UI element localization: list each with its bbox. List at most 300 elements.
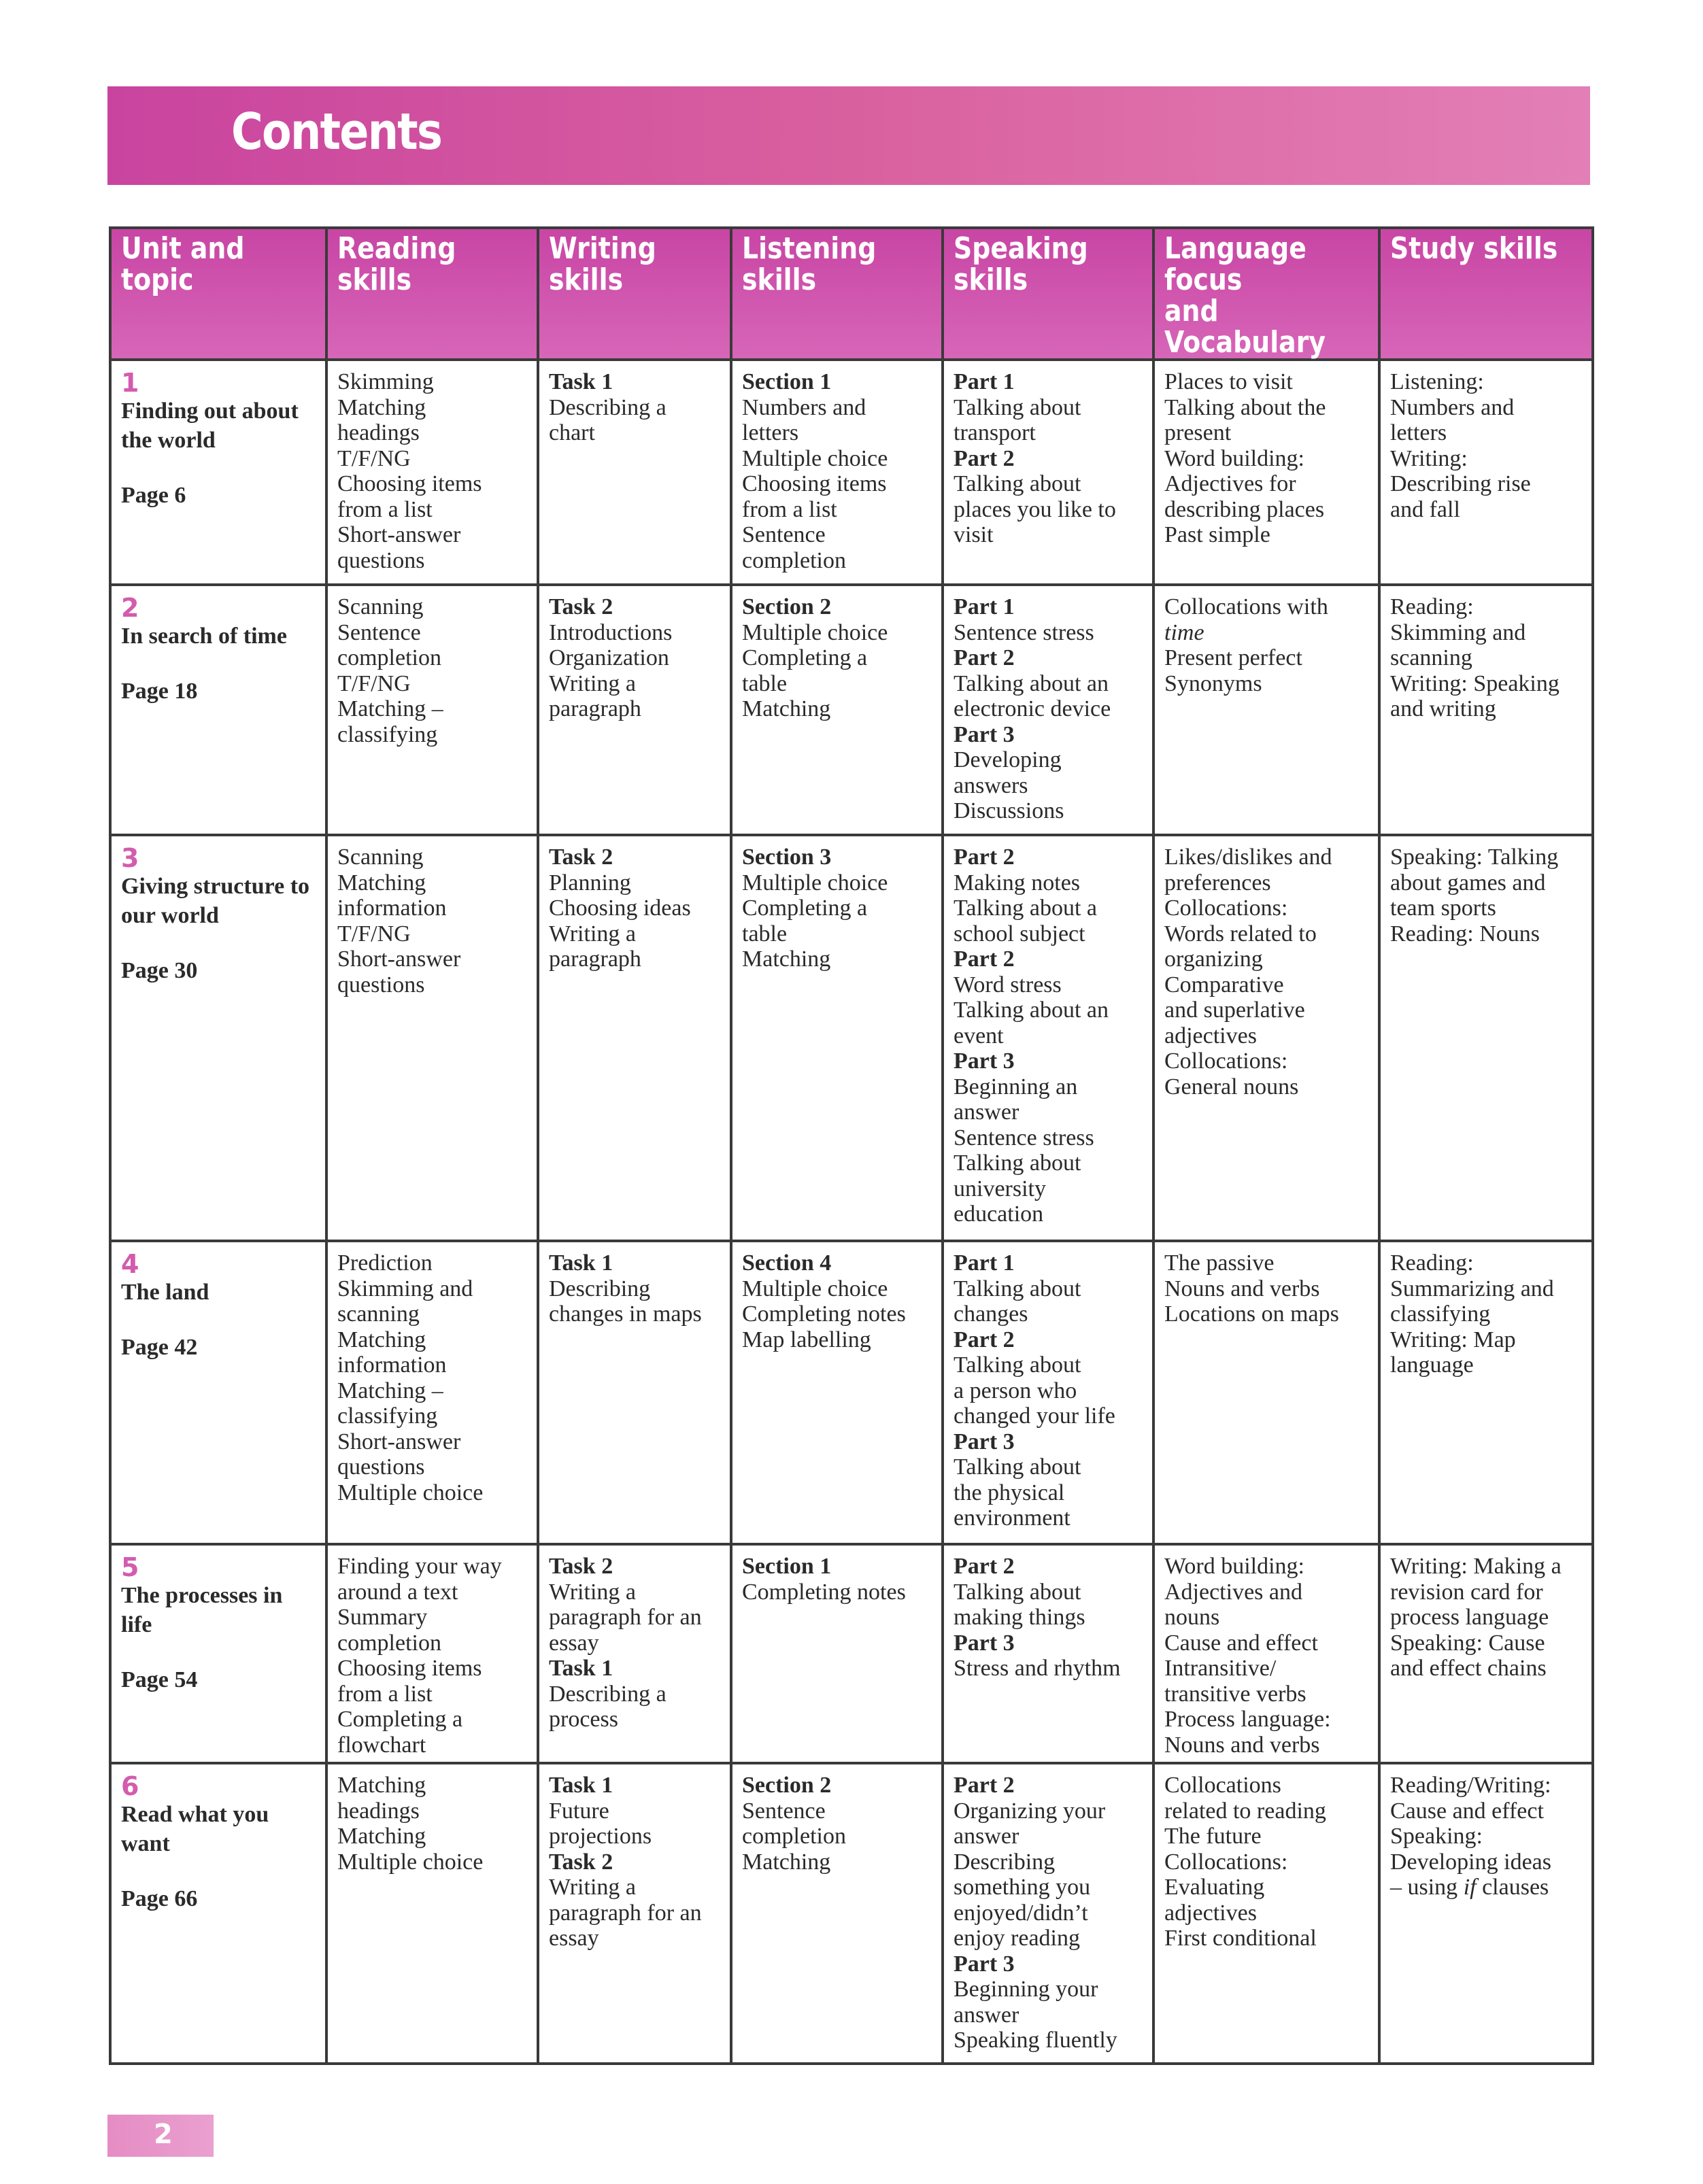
cell-line-wrap bbox=[1164, 1631, 1371, 1656]
cell-line: Short-answer bbox=[337, 946, 461, 972]
cell-line: Talking about bbox=[954, 1150, 1081, 1176]
cell-line: Talking about a bbox=[954, 895, 1098, 921]
header-label: Listening skills bbox=[742, 231, 877, 297]
cell-line-wrap bbox=[1164, 1798, 1371, 1824]
cell-line: Section 3 bbox=[742, 844, 832, 870]
cell-line: Describing a bbox=[549, 1681, 667, 1707]
cell-line-wrap bbox=[742, 497, 934, 523]
cell-line: Organizing your bbox=[954, 1798, 1106, 1824]
cell-line: answers bbox=[954, 772, 1028, 798]
cell-line: if bbox=[1463, 1875, 1477, 1900]
cell-line: Developing ideas bbox=[1390, 1849, 1551, 1875]
cell-line: Section 1 bbox=[742, 369, 832, 394]
cell-line-wrap bbox=[549, 645, 723, 671]
cell-line: Matching – bbox=[337, 1378, 443, 1403]
cell-line-wrap bbox=[549, 1849, 723, 1875]
cell-line: Talking about bbox=[954, 1454, 1081, 1480]
cell-line: time bbox=[1164, 619, 1204, 645]
speaking-cell bbox=[943, 585, 1153, 835]
cell-line-wrap bbox=[1390, 696, 1585, 722]
cell-line-wrap bbox=[742, 522, 934, 548]
cell-line: a person who bbox=[954, 1378, 1077, 1403]
cell-line-wrap bbox=[1164, 1301, 1371, 1327]
cell-line: adjectives bbox=[1164, 1023, 1257, 1048]
cell-line: and superlative bbox=[1164, 997, 1305, 1023]
cell-line-wrap bbox=[954, 1378, 1145, 1404]
cell-line: scanning bbox=[1390, 645, 1472, 670]
cell-line-wrap bbox=[549, 1682, 723, 1707]
cell-line: Talking about bbox=[954, 1276, 1081, 1301]
cell-line-wrap bbox=[549, 395, 723, 421]
cell-line-wrap bbox=[337, 1554, 530, 1580]
cell-line: Summary bbox=[337, 1605, 428, 1630]
cell-line-wrap bbox=[1164, 1849, 1371, 1875]
cell-line: Part 2 bbox=[954, 1773, 1015, 1798]
cell-line: paragraph for an bbox=[549, 1605, 702, 1630]
cell-line-wrap bbox=[954, 1250, 1145, 1276]
cell-line: Planning bbox=[549, 870, 631, 895]
cell-line-wrap bbox=[337, 1327, 530, 1353]
cell-line-wrap bbox=[1164, 1074, 1371, 1100]
cell-line-wrap bbox=[337, 1352, 530, 1378]
header-label: Unit and topic bbox=[121, 231, 245, 297]
cell-line: present bbox=[1164, 420, 1232, 445]
cell-line: education bbox=[954, 1201, 1044, 1227]
cell-line-wrap bbox=[337, 1378, 530, 1404]
cell-line-wrap bbox=[549, 620, 723, 646]
header-cell bbox=[110, 228, 326, 360]
cell-line: Cause and effect bbox=[1164, 1630, 1318, 1656]
cell-line: information bbox=[337, 1352, 447, 1378]
cell-line-wrap bbox=[1164, 471, 1371, 497]
cell-line: table bbox=[742, 921, 788, 946]
cell-line: from a list bbox=[742, 496, 837, 522]
cell-line-wrap bbox=[337, 1605, 530, 1631]
unit-number: 2 bbox=[121, 593, 139, 623]
cell-line: Part 3 bbox=[954, 1630, 1015, 1656]
unit-number: 6 bbox=[121, 1771, 139, 1801]
cell-line: information bbox=[337, 895, 447, 921]
cell-line-wrap bbox=[742, 369, 934, 395]
cell-line-wrap bbox=[337, 1403, 530, 1429]
unit-page: Page 6 bbox=[121, 483, 186, 508]
cell-line: Matching bbox=[337, 394, 426, 420]
cell-line-wrap bbox=[1164, 1682, 1371, 1707]
speaking-cell bbox=[943, 1763, 1153, 2064]
cell-line-wrap bbox=[549, 1250, 723, 1276]
cell-line-wrap bbox=[337, 645, 530, 671]
cell-line-wrap bbox=[549, 1707, 723, 1733]
cell-line: Prediction bbox=[337, 1250, 433, 1276]
cell-line: Section 4 bbox=[742, 1250, 832, 1276]
cell-line: changes in maps bbox=[549, 1301, 702, 1327]
unit-number: 3 bbox=[121, 843, 139, 873]
cell-line-wrap bbox=[337, 395, 530, 421]
cell-line-wrap bbox=[549, 1875, 723, 1900]
cell-line: Making notes bbox=[954, 870, 1081, 895]
cell-line-wrap bbox=[337, 671, 530, 697]
cell-line: Describing bbox=[549, 1276, 651, 1301]
cell-line: First conditional bbox=[1164, 1926, 1317, 1951]
cell-line-wrap bbox=[1390, 1605, 1585, 1631]
cell-line-wrap bbox=[1390, 870, 1585, 896]
cell-line-wrap bbox=[1164, 1773, 1371, 1798]
cell-line: Part 2 bbox=[954, 844, 1015, 870]
cell-line-wrap bbox=[337, 1429, 530, 1455]
cell-line: Multiple choice bbox=[742, 1276, 888, 1301]
cell-line: essay bbox=[549, 1926, 599, 1951]
cell-line-wrap bbox=[954, 671, 1145, 697]
cell-line-wrap bbox=[954, 1773, 1145, 1798]
header-label: Writing skills bbox=[549, 231, 656, 297]
cell-line-wrap bbox=[742, 1327, 934, 1353]
cell-line: visit bbox=[954, 522, 994, 547]
cell-line-wrap bbox=[1390, 497, 1585, 523]
page-number-tab bbox=[107, 2115, 214, 2157]
cell-line: Part 1 bbox=[954, 594, 1015, 619]
writing-cell bbox=[538, 360, 731, 585]
cell-line-wrap bbox=[954, 1023, 1145, 1049]
unit-number: 5 bbox=[121, 1552, 139, 1582]
cell-line-wrap bbox=[742, 395, 934, 421]
cell-line: Multiple choice bbox=[742, 870, 888, 895]
cell-line-wrap bbox=[549, 671, 723, 697]
cell-line: Section 2 bbox=[742, 1773, 832, 1798]
cell-line-wrap bbox=[337, 1580, 530, 1605]
study-cell bbox=[1379, 585, 1593, 835]
cell-line-wrap bbox=[549, 844, 723, 870]
cell-line-wrap bbox=[1164, 497, 1371, 523]
cell-line: Sentence bbox=[742, 522, 826, 547]
cell-line: Completing a bbox=[742, 895, 868, 921]
cell-line: Part 2 bbox=[954, 1327, 1015, 1352]
cell-line: completion bbox=[337, 1630, 441, 1656]
cell-line: electronic device bbox=[954, 696, 1111, 721]
speaking-cell bbox=[943, 1241, 1153, 1544]
cell-line-wrap bbox=[337, 1824, 530, 1849]
cell-line-wrap bbox=[954, 1824, 1145, 1849]
cell-line-wrap bbox=[1164, 870, 1371, 896]
cell-line-wrap bbox=[1390, 1352, 1585, 1378]
cell-line: Cause and effect bbox=[1390, 1798, 1544, 1824]
cell-line: something you bbox=[954, 1875, 1091, 1900]
cell-line-wrap bbox=[337, 620, 530, 646]
cell-line-wrap bbox=[954, 1074, 1145, 1100]
cell-line: Comparative bbox=[1164, 972, 1284, 997]
cell-line: Beginning your bbox=[954, 1977, 1098, 2002]
cell-line: Intransitive/ bbox=[1164, 1656, 1277, 1681]
cell-line-wrap bbox=[1390, 1798, 1585, 1824]
cell-line-wrap bbox=[742, 1824, 934, 1849]
cell-line-wrap bbox=[1390, 921, 1585, 947]
cell-line: enjoyed/didn’t bbox=[954, 1900, 1088, 1926]
cell-line: making things bbox=[954, 1605, 1085, 1630]
header-cell bbox=[731, 228, 943, 360]
cell-line-wrap bbox=[1164, 369, 1371, 395]
cell-line: Task 1 bbox=[549, 1656, 613, 1681]
cell-line: Adjectives for bbox=[1164, 471, 1296, 496]
cell-line-wrap bbox=[742, 844, 934, 870]
cell-line-wrap bbox=[1390, 446, 1585, 472]
table-row bbox=[110, 835, 1593, 1241]
cell-line: and fall bbox=[1390, 496, 1460, 522]
listening-cell bbox=[731, 1544, 943, 1763]
cell-line: Sentence stress bbox=[954, 619, 1094, 645]
cell-line-wrap bbox=[742, 921, 934, 947]
cell-line: team sports bbox=[1390, 895, 1496, 921]
speaking-cell bbox=[943, 835, 1153, 1241]
cell-line-wrap bbox=[1164, 522, 1371, 548]
cell-line-wrap bbox=[954, 972, 1145, 998]
cell-line: Part 2 bbox=[954, 645, 1015, 670]
cell-line: Developing bbox=[954, 747, 1062, 772]
cell-line: Talking about bbox=[954, 1352, 1081, 1378]
cell-line: Nouns and verbs bbox=[1164, 1276, 1320, 1301]
cell-line-wrap bbox=[954, 446, 1145, 472]
unit-title: The processes in life bbox=[121, 1583, 283, 1637]
cell-line: Talking about bbox=[954, 1579, 1081, 1605]
cell-line-wrap bbox=[337, 1798, 530, 1824]
cell-line-wrap bbox=[337, 844, 530, 870]
writing-cell bbox=[538, 585, 731, 835]
cell-line: Short-answer bbox=[337, 1429, 461, 1454]
cell-line: Collocations with bbox=[1164, 594, 1328, 619]
cell-line-wrap bbox=[1390, 420, 1585, 446]
cell-line: questions bbox=[337, 972, 425, 997]
cell-line-wrap bbox=[954, 1951, 1145, 1977]
table-body bbox=[110, 360, 1593, 2064]
cell-line: Likes/dislikes and bbox=[1164, 844, 1332, 870]
cell-line: Part 3 bbox=[954, 721, 1015, 747]
cell-line-wrap bbox=[337, 946, 530, 972]
header-cell bbox=[326, 228, 538, 360]
header-label: Speaking skills bbox=[954, 231, 1088, 297]
cell-line-wrap bbox=[1390, 620, 1585, 646]
cell-line: Choosing items bbox=[742, 471, 887, 496]
cell-line: Sentence bbox=[742, 1798, 826, 1824]
cell-line: Talking about an bbox=[954, 997, 1109, 1023]
cell-line: Task 1 bbox=[549, 1773, 613, 1798]
cell-line-wrap bbox=[954, 1605, 1145, 1631]
cell-line: Multiple choice bbox=[337, 1849, 484, 1875]
cell-line-wrap bbox=[549, 1605, 723, 1631]
unit-title: In search of time bbox=[121, 624, 287, 649]
writing-cell bbox=[538, 1763, 731, 2064]
cell-line: Part 1 bbox=[954, 1250, 1015, 1276]
cell-line: describing places bbox=[1164, 496, 1325, 522]
cell-line: Part 2 bbox=[954, 445, 1015, 471]
cell-line: places you like to bbox=[954, 496, 1116, 522]
cell-line-wrap bbox=[1164, 1875, 1371, 1900]
cell-line-wrap bbox=[549, 1773, 723, 1798]
cell-line-wrap bbox=[954, 620, 1145, 646]
cell-line: Scanning bbox=[337, 594, 424, 619]
cell-line-wrap bbox=[549, 1824, 723, 1849]
cell-line-wrap bbox=[1390, 1580, 1585, 1605]
table-row bbox=[110, 1544, 1593, 1763]
cell-line: flowchart bbox=[337, 1732, 426, 1758]
cell-line: Task 2 bbox=[549, 1849, 613, 1875]
cell-line-wrap bbox=[954, 1926, 1145, 1951]
cell-line: related to reading bbox=[1164, 1798, 1326, 1824]
cell-line: Word stress bbox=[954, 972, 1062, 997]
cell-line-wrap bbox=[1164, 1605, 1371, 1631]
cell-line-wrap bbox=[954, 1352, 1145, 1378]
cell-line-wrap bbox=[954, 2028, 1145, 2053]
language-cell bbox=[1153, 360, 1379, 585]
cell-line-wrap bbox=[337, 1707, 530, 1733]
cell-line: Word building: bbox=[1164, 1554, 1304, 1579]
cell-line: Finding your way bbox=[337, 1554, 502, 1579]
cell-line: Part 1 bbox=[954, 369, 1015, 394]
reading-cell bbox=[326, 835, 538, 1241]
cell-line-wrap bbox=[1390, 395, 1585, 421]
cell-line: Writing: Map bbox=[1390, 1327, 1516, 1352]
cell-line-wrap bbox=[954, 997, 1145, 1023]
cell-line: The future bbox=[1164, 1824, 1262, 1849]
cell-line: Collocations: bbox=[1164, 1849, 1288, 1875]
cell-line-wrap bbox=[954, 1429, 1145, 1455]
cell-line: answer bbox=[954, 1824, 1019, 1849]
cell-line: event bbox=[954, 1023, 1004, 1048]
listening-cell bbox=[731, 585, 943, 835]
cell-line: Part 2 bbox=[954, 946, 1015, 972]
cell-line-wrap bbox=[549, 1926, 723, 1951]
cell-line: Completing a bbox=[742, 645, 868, 670]
cell-line: Skimming and bbox=[1390, 619, 1526, 645]
cell-line: Places to visit bbox=[1164, 369, 1293, 394]
cell-line: Summarizing and bbox=[1390, 1276, 1554, 1301]
cell-line: Writing: bbox=[1390, 445, 1468, 471]
writing-cell bbox=[538, 1241, 731, 1544]
cell-line: Process language: bbox=[1164, 1707, 1331, 1732]
cell-line-wrap bbox=[742, 548, 934, 574]
cell-line-wrap bbox=[549, 1554, 723, 1580]
cell-line-wrap bbox=[337, 1276, 530, 1302]
contents-table bbox=[109, 226, 1594, 2065]
cell-line-wrap bbox=[337, 446, 530, 472]
cell-line-wrap bbox=[337, 594, 530, 620]
cell-line-wrap bbox=[1390, 369, 1585, 395]
cell-line-wrap bbox=[954, 946, 1145, 972]
cell-line: Talking about bbox=[954, 394, 1081, 420]
cell-line: around a text bbox=[337, 1579, 458, 1605]
language-cell bbox=[1153, 1763, 1379, 2064]
cell-line-wrap bbox=[1390, 1875, 1585, 1900]
cell-line: Past simple bbox=[1164, 522, 1270, 547]
study-cell bbox=[1379, 835, 1593, 1241]
cell-line-wrap bbox=[954, 844, 1145, 870]
listening-cell bbox=[731, 1763, 943, 2064]
cell-line-wrap bbox=[549, 870, 723, 896]
cell-line-wrap bbox=[742, 446, 934, 472]
cell-line-wrap bbox=[337, 1454, 530, 1480]
cell-line: Sentence bbox=[337, 619, 421, 645]
cell-line: Writing a bbox=[549, 1579, 636, 1605]
cell-line: Part 2 bbox=[954, 1554, 1015, 1579]
cell-line: changes bbox=[954, 1301, 1028, 1327]
cell-line-wrap bbox=[742, 1276, 934, 1302]
unit-page: Page 66 bbox=[121, 1886, 198, 1911]
cell-line: from a list bbox=[337, 496, 433, 522]
cell-line: revision card for bbox=[1390, 1579, 1543, 1605]
cell-line-wrap bbox=[549, 1301, 723, 1327]
cell-line: answer bbox=[954, 2002, 1019, 2028]
cell-line-wrap bbox=[337, 1733, 530, 1758]
header-cell bbox=[943, 228, 1153, 360]
cell-line-wrap bbox=[954, 1875, 1145, 1900]
cell-line-wrap bbox=[954, 420, 1145, 446]
language-cell bbox=[1153, 1241, 1379, 1544]
cell-line: Part 3 bbox=[954, 1429, 1015, 1454]
cell-line-wrap bbox=[954, 497, 1145, 523]
cell-line-wrap bbox=[337, 1631, 530, 1656]
cell-line: Stress and rhythm bbox=[954, 1656, 1121, 1681]
cell-line: Organization bbox=[549, 645, 669, 670]
cell-line: Describing rise bbox=[1390, 471, 1531, 496]
cell-line-wrap bbox=[1164, 972, 1371, 998]
cell-line-wrap bbox=[337, 921, 530, 947]
cell-line-wrap bbox=[1164, 1926, 1371, 1951]
cell-line: adjectives bbox=[1164, 1900, 1257, 1926]
cell-line-wrap bbox=[1164, 997, 1371, 1023]
cell-line-wrap bbox=[337, 1682, 530, 1707]
cell-line-wrap bbox=[1390, 471, 1585, 497]
unit-page: Page 18 bbox=[121, 679, 198, 704]
unit-cell bbox=[110, 1544, 326, 1763]
cell-line: Matching bbox=[337, 1773, 426, 1798]
language-cell bbox=[1153, 1544, 1379, 1763]
cell-line-wrap bbox=[549, 946, 723, 972]
cell-line: Short-answer bbox=[337, 522, 461, 547]
cell-line-wrap bbox=[954, 722, 1145, 748]
cell-line-wrap bbox=[742, 594, 934, 620]
cell-line-wrap bbox=[742, 895, 934, 921]
cell-line-wrap bbox=[1390, 1656, 1585, 1682]
cell-line-wrap bbox=[337, 1656, 530, 1682]
cell-line-wrap bbox=[549, 696, 723, 722]
cell-line: Task 2 bbox=[549, 844, 613, 870]
cell-line: General nouns bbox=[1164, 1074, 1299, 1099]
cell-line-wrap bbox=[742, 870, 934, 896]
cell-line: Reading: Nouns bbox=[1390, 921, 1540, 946]
unit-title: Finding out about the world bbox=[121, 398, 299, 453]
reading-cell bbox=[326, 360, 538, 585]
cell-line: questions bbox=[337, 1454, 425, 1480]
cell-line-wrap bbox=[337, 471, 530, 497]
cell-line: scanning bbox=[337, 1301, 420, 1327]
cell-line: Multiple choice bbox=[337, 1480, 484, 1505]
cell-line-wrap bbox=[954, 1276, 1145, 1302]
cell-line: Adjectives and bbox=[1164, 1579, 1302, 1605]
reading-cell bbox=[326, 1763, 538, 2064]
cell-line-wrap bbox=[1390, 1327, 1585, 1353]
cell-line-wrap bbox=[954, 645, 1145, 671]
cell-line-wrap bbox=[1164, 1707, 1371, 1733]
cell-line: Listening: bbox=[1390, 369, 1484, 394]
cell-line: Task 2 bbox=[549, 594, 613, 619]
writing-cell bbox=[538, 1544, 731, 1763]
unit-page: Page 54 bbox=[121, 1667, 198, 1692]
cell-line-wrap bbox=[954, 1327, 1145, 1353]
cell-line-wrap bbox=[954, 1656, 1145, 1682]
unit-cell bbox=[110, 360, 326, 585]
cell-line-wrap bbox=[1164, 946, 1371, 972]
cell-line-wrap bbox=[1164, 645, 1371, 671]
cell-line: Reading: bbox=[1390, 1250, 1474, 1276]
cell-line: and effect chains bbox=[1390, 1656, 1547, 1681]
cell-line-wrap bbox=[549, 895, 723, 921]
